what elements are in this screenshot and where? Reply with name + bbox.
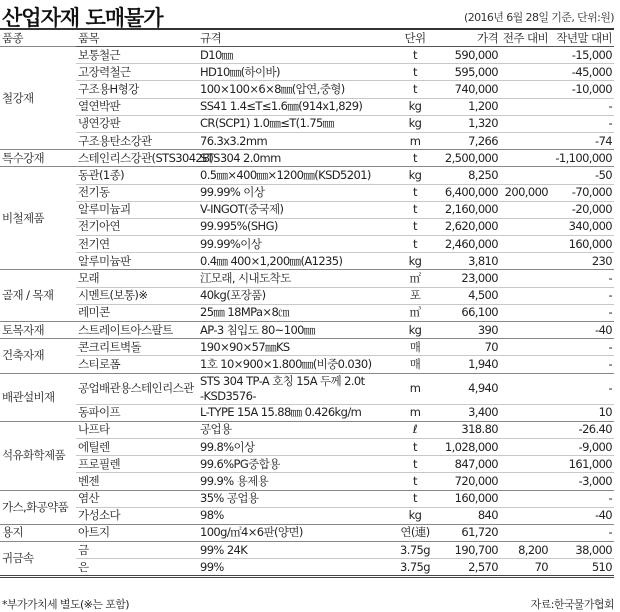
header-price: 가격	[476, 31, 498, 45]
item-spec: 40kg(포장품)	[200, 288, 266, 303]
table-row	[0, 438, 614, 455]
item-yearly-change: -45,000	[571, 64, 612, 79]
category-cell: 용지	[0, 524, 76, 541]
item-yearly-change: -	[608, 381, 612, 396]
item-price: 1,200	[468, 99, 498, 114]
table-row	[0, 542, 614, 559]
table-row	[0, 456, 614, 473]
table-row	[0, 81, 614, 98]
item-price: 2,620,000	[444, 219, 498, 234]
item-unit: kg	[408, 508, 422, 523]
item-weekly-change	[500, 132, 550, 149]
item-yearly-change: -3,000	[578, 473, 612, 488]
item-weekly-change	[500, 373, 550, 404]
item-price: 390	[477, 322, 498, 337]
header-item: 품목	[78, 31, 100, 45]
item-price: 1,028,000	[444, 439, 498, 454]
item-price: 4,940	[468, 381, 498, 396]
item-price: 590,000	[454, 47, 498, 62]
table-row	[0, 473, 614, 490]
item-price: 61,720	[461, 525, 498, 540]
item-price: 3,810	[468, 253, 498, 268]
item-spec: 99.9% 용제용	[200, 473, 269, 488]
table-row	[0, 421, 614, 438]
item-unit: t	[413, 47, 417, 62]
item-weekly-change	[500, 507, 550, 524]
table-row	[0, 559, 614, 577]
item-name: 고장력철근	[78, 64, 131, 79]
table-row	[0, 373, 614, 404]
item-spec: 江모래, 시내도착도	[200, 271, 291, 286]
item-yearly-change: -20,000	[571, 202, 612, 217]
item-spec: 76.3x3.2mm	[200, 133, 268, 148]
item-spec: 98%	[200, 508, 224, 523]
table-row	[0, 253, 614, 270]
item-weekly-change	[500, 253, 550, 270]
item-price: 160,000	[454, 491, 498, 506]
item-unit: ㎥	[409, 305, 421, 320]
table-row	[0, 167, 614, 184]
item-unit: t	[413, 202, 417, 217]
item-name: 은	[78, 559, 89, 574]
item-yearly-change: -	[608, 116, 612, 131]
table-row	[0, 47, 614, 64]
item-weekly-change	[500, 421, 550, 438]
item-spec: V-INGOT(중국제)	[200, 202, 284, 217]
item-weekly-change	[500, 356, 550, 373]
item-yearly-change: 10	[598, 405, 612, 420]
header-yearly: 작년말 대비	[556, 31, 612, 45]
header-weekly: 전주 대비	[502, 31, 548, 45]
item-name: 냉연강판	[78, 116, 121, 131]
item-unit: m	[409, 405, 421, 420]
item-spec: L-TYPE 15A 15.88㎜ 0.426kg/m	[200, 405, 362, 420]
item-spec: 99.6%PG중합용	[200, 456, 280, 471]
item-weekly-change	[500, 404, 550, 421]
item-price: 4,500	[468, 288, 498, 303]
item-name: 금	[78, 542, 89, 557]
table-row	[0, 304, 614, 321]
category-cell: 토목자재	[0, 322, 76, 339]
item-name: 콘크리트벽돌	[78, 339, 142, 354]
item-spec: 100×100×6×8㎜(압연,중형)	[200, 81, 345, 96]
item-weekly-change: 8,200	[518, 542, 548, 557]
item-price: 2,570	[468, 559, 498, 574]
price-table	[0, 28, 614, 578]
item-spec: 35% 공업용	[200, 491, 259, 506]
item-unit: t	[413, 185, 417, 200]
item-name: 보통철근	[78, 47, 121, 62]
basis-note: (2016년 6월 28일 기준, 단위:원)	[464, 11, 614, 24]
table-row	[0, 507, 614, 524]
item-price: 1,940	[468, 356, 498, 371]
item-name: 스테인리스강관(STS3042B)	[78, 150, 214, 165]
item-weekly-change	[500, 322, 550, 339]
item-name: 벤젠	[78, 473, 100, 488]
table-row	[0, 270, 614, 287]
table-row	[0, 322, 614, 339]
item-unit: t	[413, 456, 417, 471]
item-price: 1,320	[468, 116, 498, 131]
table-row	[0, 404, 614, 421]
item-yearly-change: 230	[591, 253, 612, 268]
item-price: 840	[477, 508, 498, 523]
item-weekly-change	[500, 473, 550, 490]
item-yearly-change: 340,000	[568, 219, 612, 234]
item-weekly-change	[500, 304, 550, 321]
table-row	[0, 218, 614, 235]
item-name: 구조용H형강	[78, 81, 139, 96]
item-yearly-change: 38,000	[575, 542, 612, 557]
item-yearly-change: -	[608, 491, 612, 506]
item-name: 스티로폼	[78, 356, 121, 371]
table-row	[0, 132, 614, 149]
item-yearly-change: -	[608, 271, 612, 286]
category-cell: 건축자재	[0, 339, 76, 373]
item-yearly-change: 160,000	[568, 236, 612, 251]
table-row	[0, 356, 614, 373]
table-row	[0, 524, 614, 541]
item-price: 3,400	[468, 405, 498, 420]
item-yearly-change: -26.40	[578, 422, 612, 437]
item-price: 2,500,000	[444, 150, 498, 165]
table-row	[0, 150, 614, 167]
item-price: 70	[484, 339, 498, 354]
item-unit: 3.75g	[400, 559, 430, 574]
item-unit: kg	[408, 253, 422, 268]
item-name: 공업배관용스테인리스관	[78, 381, 194, 396]
item-unit: 포	[409, 288, 421, 303]
item-name: 염산	[78, 491, 100, 506]
item-yearly-change: -	[608, 356, 612, 371]
item-unit: ℓ	[412, 422, 418, 437]
item-spec: 99.995%(SHG)	[200, 219, 278, 234]
item-unit: 3.75g	[400, 542, 430, 557]
item-spec: HD10㎜(하이바)	[200, 64, 280, 79]
table-row	[0, 184, 614, 201]
item-spec: 25㎜ 18MPa×8㎝	[200, 305, 290, 320]
item-weekly-change	[500, 115, 550, 132]
item-spec: CR(SCP1) 1.0㎜≤T(1.75㎜	[200, 116, 334, 131]
item-weekly-change	[500, 270, 550, 287]
item-weekly-change	[500, 490, 550, 507]
item-weekly-change	[500, 218, 550, 235]
item-weekly-change	[500, 81, 550, 98]
item-yearly-change: 161,000	[568, 456, 612, 471]
item-name: 동관(1종)	[78, 167, 125, 182]
item-yearly-change: -	[608, 99, 612, 114]
table-row	[0, 201, 614, 218]
item-name: 시멘트(보통)※	[78, 288, 148, 303]
item-spec: 공업용	[200, 422, 232, 437]
item-unit: t	[413, 473, 417, 488]
table-row	[0, 115, 614, 132]
item-unit: m	[409, 133, 421, 148]
item-unit: t	[413, 236, 417, 251]
item-name: 열연박판	[78, 99, 121, 114]
item-weekly-change	[500, 201, 550, 218]
footnote: *부가가치세 별도(※는 포함)	[2, 598, 129, 611]
category-cell: 석유화학제품	[0, 421, 76, 490]
header-unit: 단위	[404, 31, 426, 45]
header-row	[0, 29, 614, 47]
item-yearly-change: -70,000	[571, 185, 612, 200]
item-yearly-change: -15,000	[571, 47, 612, 62]
item-name: 구조용탄소강관	[78, 133, 152, 148]
item-unit: kg	[408, 116, 422, 131]
item-weekly-change	[500, 167, 550, 184]
item-unit: t	[413, 150, 417, 165]
item-spec: STS304 2.0mm	[200, 150, 281, 165]
category-cell: 가스,화공약품	[0, 490, 76, 524]
item-unit: t	[413, 439, 417, 454]
header-category: 품종	[2, 31, 24, 45]
item-name: 전기아연	[78, 219, 121, 234]
item-spec: 99.99%이상	[200, 236, 262, 251]
item-name: 모래	[78, 271, 100, 286]
item-spec: D10㎜	[200, 47, 233, 62]
item-weekly-change	[500, 438, 550, 455]
item-name: 에틸렌	[78, 439, 110, 454]
item-price: 66,100	[461, 305, 498, 320]
item-yearly-change: 510	[591, 559, 612, 574]
item-spec: 1호 10×900×1.800㎜(비중0.030)	[200, 356, 372, 371]
category-cell: 골재 / 목재	[0, 270, 76, 322]
item-spec: 0.4㎜ 400×1,200㎜(A1235)	[200, 253, 343, 268]
header-spec: 규격	[200, 31, 222, 45]
item-name: 알루미늄판	[78, 253, 131, 268]
category-cell: 특수강재	[0, 150, 76, 167]
item-price: 6,400,000	[444, 185, 498, 200]
item-yearly-change: -10,000	[571, 81, 612, 96]
item-spec: 190×90×57㎜KS	[200, 339, 290, 354]
item-unit: ㎡	[409, 271, 421, 286]
item-name: 레미콘	[78, 305, 110, 320]
table-row	[0, 98, 614, 115]
item-price: 847,000	[454, 456, 498, 471]
item-unit: 매	[409, 356, 421, 371]
item-weekly-change	[500, 47, 550, 64]
item-weekly-change	[500, 150, 550, 167]
item-spec: SS41 1.4≤T≤1.6㎜(914x1,829)	[200, 99, 363, 114]
item-spec: STS 304 TP-A 호칭 15A 두께 2.0t -KSD3576-	[200, 373, 365, 403]
item-name: 아트지	[78, 525, 110, 540]
item-yearly-change: -	[608, 525, 612, 540]
item-name: 알루미늄괴	[78, 202, 131, 217]
source: 자료:한국물가협회	[530, 598, 614, 611]
item-unit: t	[413, 81, 417, 96]
item-weekly-change	[500, 456, 550, 473]
item-price: 720,000	[454, 473, 498, 488]
item-unit: 연(連)	[400, 525, 430, 540]
item-unit: 매	[409, 339, 421, 354]
item-spec: 99%	[200, 559, 224, 574]
item-price: 190,700	[454, 542, 498, 557]
item-price: 318.80	[461, 422, 498, 437]
item-yearly-change: -74	[595, 133, 612, 148]
item-price: 8,250	[468, 167, 498, 182]
item-weekly-change	[500, 236, 550, 253]
table-body	[0, 47, 614, 577]
item-weekly-change: 70	[534, 559, 548, 574]
item-unit: kg	[408, 99, 422, 114]
item-price: 2,460,000	[444, 236, 498, 251]
item-spec: 99.99% 이상	[200, 185, 265, 200]
page-title: 산업자재 도매물가	[2, 6, 163, 30]
item-yearly-change: -40	[595, 508, 612, 523]
item-yearly-change: -9,000	[578, 439, 612, 454]
item-name: 프로필렌	[78, 456, 121, 471]
item-name: 나프타	[78, 422, 110, 437]
item-spec: AP-3 침입도 80~100㎜	[200, 322, 315, 337]
item-price: 2,160,000	[444, 202, 498, 217]
item-yearly-change: -1,100,000	[555, 150, 612, 165]
item-name: 스트레이트아스팔트	[78, 322, 173, 337]
item-name: 전기연	[78, 236, 110, 251]
category-cell: 귀금속	[0, 542, 76, 577]
table-row	[0, 64, 614, 81]
item-yearly-change: -	[608, 305, 612, 320]
item-price: 7,266	[468, 133, 498, 148]
table-row	[0, 339, 614, 356]
item-unit: t	[413, 219, 417, 234]
item-spec: 0.5㎜×400㎜×1200㎜(KSD5201)	[200, 167, 371, 182]
item-spec: 100g/㎡4×6판(양면)	[200, 525, 303, 540]
item-weekly-change: 200,000	[504, 185, 548, 200]
item-spec: 99% 24K	[200, 542, 248, 557]
item-name: 가성소다	[78, 508, 121, 523]
table-row	[0, 236, 614, 253]
item-yearly-change: -50	[595, 167, 612, 182]
item-price: 595,000	[454, 64, 498, 79]
category-cell: 철강재	[0, 47, 76, 150]
item-unit: t	[413, 491, 417, 506]
item-price: 740,000	[454, 81, 498, 96]
table-row	[0, 490, 614, 507]
item-name: 동파이프	[78, 405, 121, 420]
item-unit: kg	[408, 322, 422, 337]
item-yearly-change: -40	[595, 322, 612, 337]
item-weekly-change	[500, 64, 550, 81]
item-unit: kg	[408, 167, 422, 182]
item-unit: t	[413, 64, 417, 79]
item-yearly-change: -	[608, 288, 612, 303]
item-weekly-change	[500, 339, 550, 356]
table-row	[0, 287, 614, 304]
item-unit: m	[409, 381, 421, 396]
category-cell: 비철제품	[0, 167, 76, 270]
category-cell: 배관설비재	[0, 373, 76, 421]
item-weekly-change	[500, 524, 550, 541]
item-name: 전기동	[78, 185, 110, 200]
item-yearly-change: -	[608, 339, 612, 354]
item-spec: 99.8%이상	[200, 439, 255, 454]
item-weekly-change	[500, 98, 550, 115]
item-weekly-change	[500, 287, 550, 304]
item-price: 23,000	[461, 271, 498, 286]
